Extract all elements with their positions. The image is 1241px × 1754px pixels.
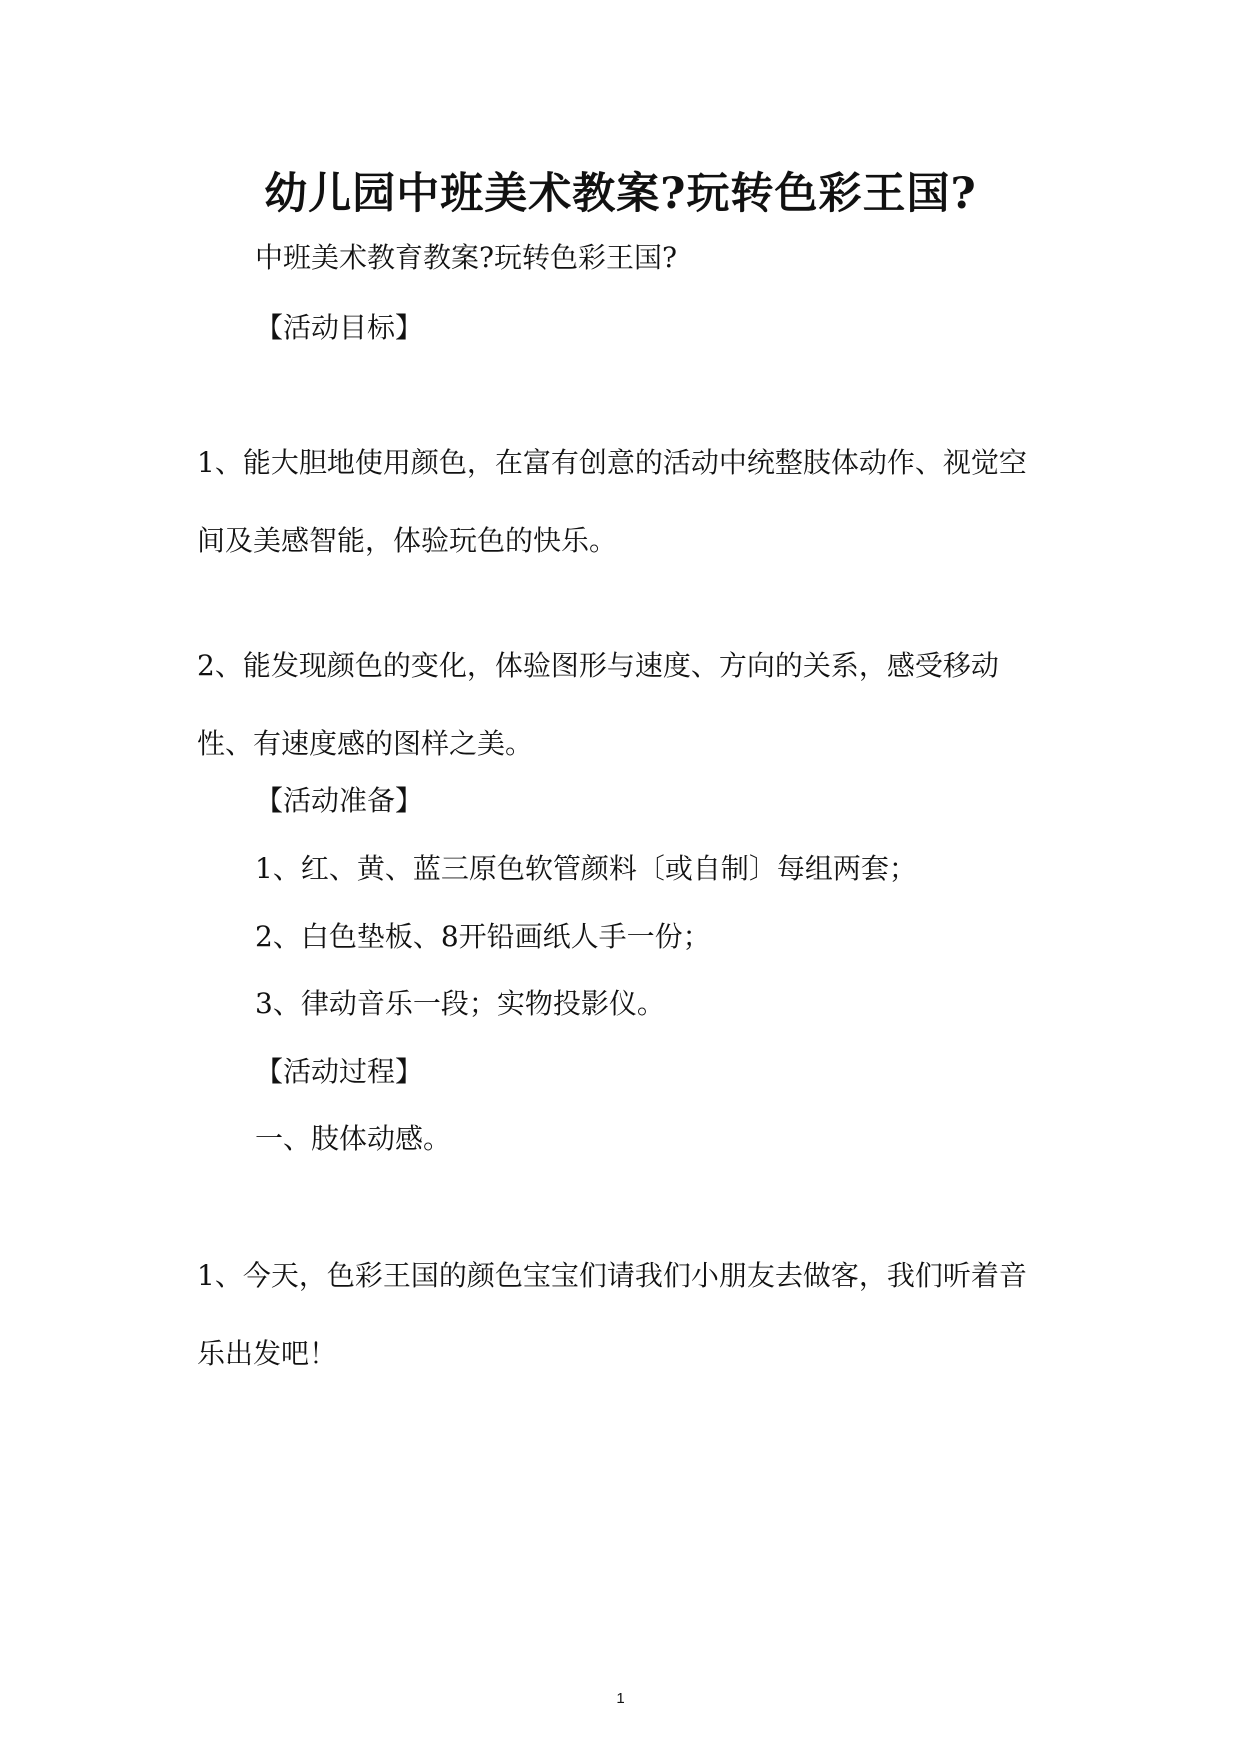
goal-item-1: 1、能大胆地使用颜色，在富有创意的活动中统整肢体动作、视觉空间及美感智能，体验玩色的快乐。: [197, 446, 1027, 557]
section-heading-prep: 【活动准备】: [255, 784, 424, 817]
section-heading-goals: 【活动目标】: [255, 311, 424, 344]
document-title: 幼儿园中班美术教案?玩转色彩王国?: [264, 169, 977, 219]
goal-item-2: 2、能发现颜色的变化，体验图形与速度、方向的关系，感受移动性、有速度感的图样之美。: [197, 649, 999, 760]
section-heading-process: 【活动过程】: [255, 1055, 424, 1088]
prep-item-1: 1、红、黄、蓝三原色软管颜料〔或自制〕每组两套；: [255, 852, 917, 885]
process-item-1: 1、今天，色彩王国的颜色宝宝们请我们小朋友去做客，我们听着音乐出发吧！: [197, 1259, 1027, 1370]
prep-item-2: 2、白色垫板、8开铅画纸人手一份；: [255, 920, 711, 953]
page-number: 1: [616, 1690, 625, 1707]
prep-item-3: 3、律动音乐一段；实物投影仪。: [255, 987, 665, 1020]
document-subtitle: 中班美术教育教案?玩转色彩王国?: [255, 241, 678, 274]
process-heading-1: 一、肢体动感。: [255, 1122, 452, 1155]
